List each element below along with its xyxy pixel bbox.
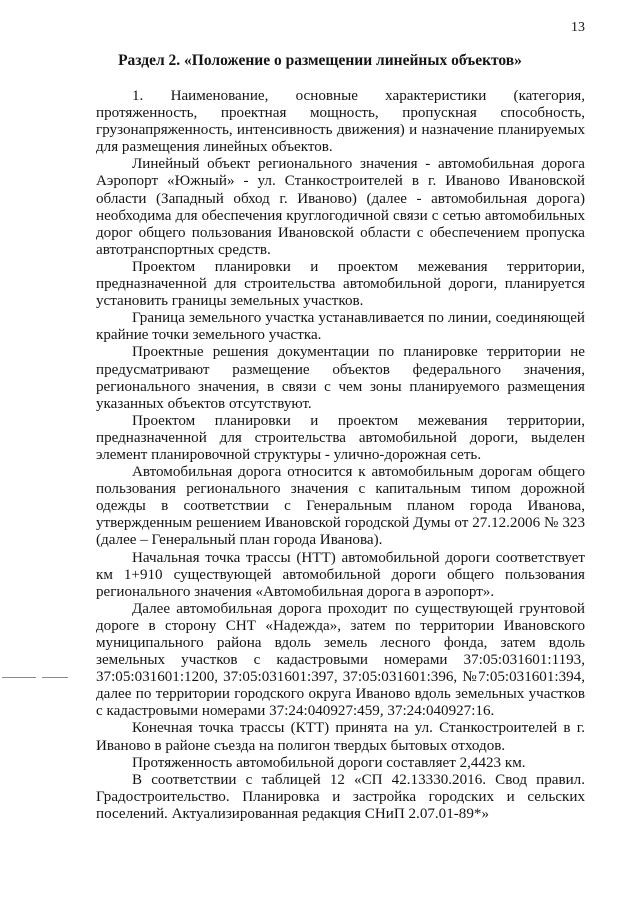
paragraph-land-boundaries-plan: Проектом планировки и проектом межевания территории, предназначенной для строительства автомобильной дороги, планируется установить границы земельных участков. (96, 258, 585, 310)
document-body (96, 88, 585, 823)
paragraph-boundary-line: Граница земельного участка устанавливается по линии, соединяющей крайние точки земельного участка. (96, 310, 585, 344)
paragraph-regional-road: Линейный объект регионального значения - автомобильная дорога Аэропорт «Южный» - ул. Станкостроителей в г. Иваново Ивановской области (Западный обход г. Иваново) (далее - автомобильная дорога) необходима для обеспечения круглогодичной связи с сетью автомобильных дорог общего пользования Ивановской области с обеспечением пропуска автотранспортных средств. (96, 156, 585, 258)
page-number: 13 (571, 20, 585, 35)
margin-mark (2, 677, 36, 678)
margin-mark (42, 677, 68, 678)
paragraph-start-point: Начальная точка трассы (НТТ) автомобильной дороги соответствует км 1+910 существующей автомобильной дороги общего пользования регионального значения «Автомобильная дорога в аэропорт». (96, 549, 585, 600)
paragraph-road-length: Протяженность автомобильной дороги составляет 2,4423 км. (132, 754, 526, 771)
paragraph-table-reference: В соответствии с таблицей 12 «СП 42.13330.2016. Свод правил. Градостроительство. Планировка и застройка городских и сельских поселений. Актуализированная редакция СНиП 2.07.01-89*» (96, 771, 585, 822)
paragraph-route-description: Далее автомобильная дорога проходит по существующей грунтовой дороге в сторону СНТ «Надежда», затем по территории Ивановского муниципального района вдоль земель лесного фонда, затем вдоль земельных участков с кадастровыми номерами 37:05:031601:1193, 37:05:031601:1200, 37:05:031601:397, 37:05:031601:396, №7:05:031601:394, далее по территории городского округа Иваново вдоль земельных участков с кадастровыми номерами 37:24:040927:459, 37:24:040927:16. (96, 600, 585, 720)
paragraph-no-federal-objects: Проектные решения документации по планировке территории не предусматривают размещение объектов федерального значения, регионального значения, в связи с чем зоны планируемого размещения указанных объектов отсутствуют. (96, 344, 585, 412)
paragraph-end-point: Конечная точка трассы (КТТ) принята на ул. Станкостроителей в г. Иваново в районе съезда на полигон твердых бытовых отходов. (96, 720, 585, 754)
paragraph-objects-characteristics: 1. Наименование, основные характеристики (категория, протяженность, проектная мощность, пропускная способность, грузонапряженность, интенсивность движения) и назначение планируемых для размещения линейных объектов. (96, 88, 585, 156)
paragraph-street-network: Проектом планировки и проектом межевания территории, предназначенной для строительства автомобильной дороги, выделен элемент планировочной структуры - улично-дорожная сеть. (96, 412, 585, 463)
section-title: Раздел 2. «Положение о размещении линейных объектов» (118, 52, 522, 69)
paragraph-road-category: Автомобильная дорога относится к автомобильным дорогам общего пользования регионального значения с капитальным типом дорожной одежды в соответствии с Генеральным планом города Иванова, утвержденным решением Ивановской городской Думы от 27.12.2006 № 323 (далее – Генеральный план города Иванова). (96, 464, 585, 549)
